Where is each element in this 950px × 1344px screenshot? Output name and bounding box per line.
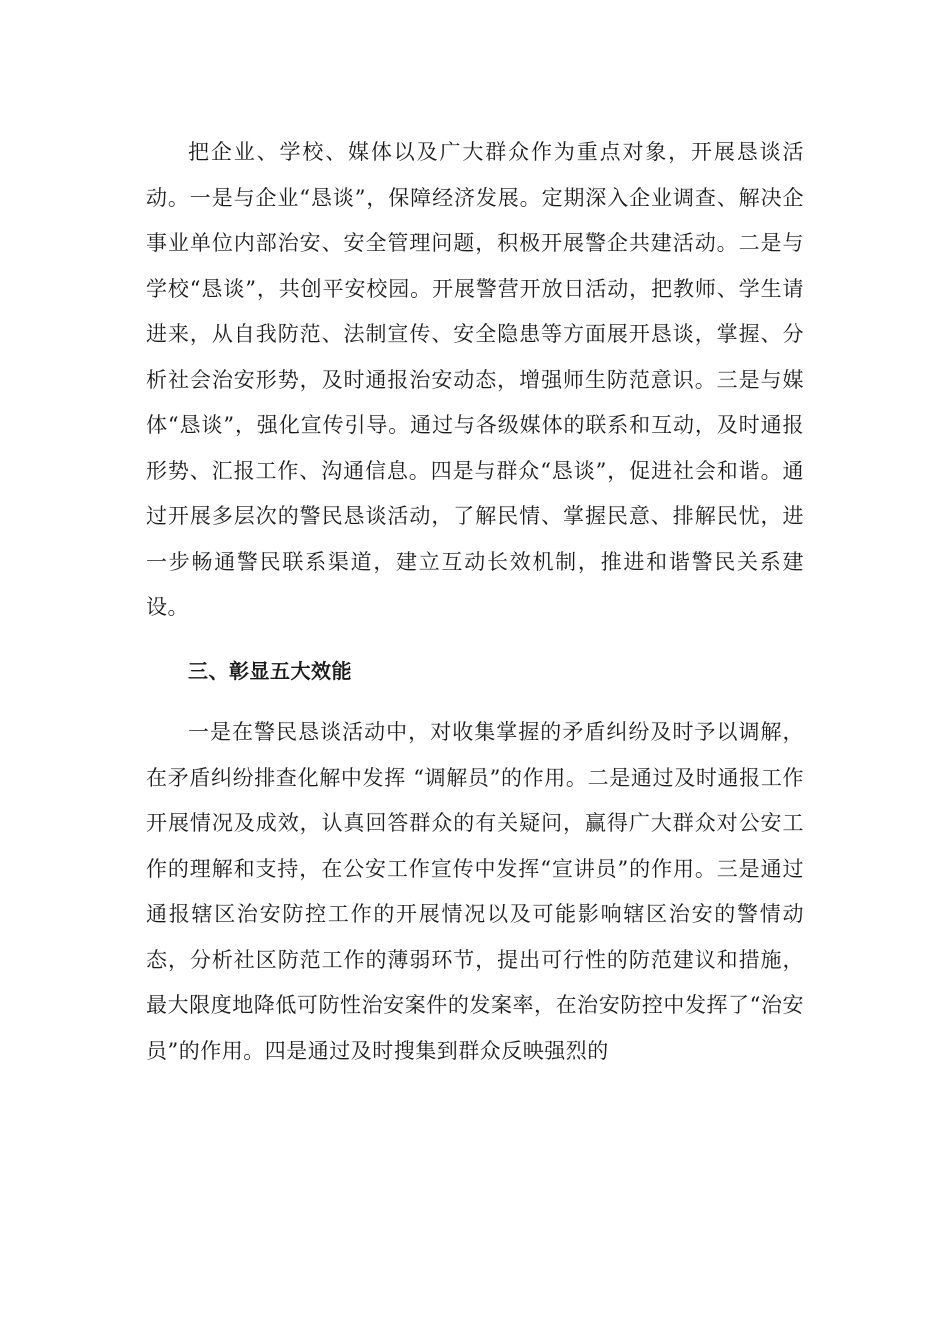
section-heading: 三、彰显五大效能 xyxy=(188,658,352,683)
body-paragraph-1: 把企业、学校、媒体以及广大群众作为重点对象，开展恳谈活动。一是与企业“恳谈”，保障经济发展。定期深入企业调查、解决企事业单位内部治安、安全管理问题，积极开展警企共建活动。二是与学校“恳谈”，共创平安校园。开展警营开放日活动，把教师、学生请进来，从自我防范、法制宣传、安全隐患等方面展开恳谈，掌握、分析社会治安形势，及时通报治安动态，增强师生防范意识。三是与媒体“恳谈”，强化宣传引导。通过与各级媒体的联系和互动，及时通报形势、汇报工作、沟通信息。四是与群众“恳谈”，促进社会和谐。通过开展多层次的警民恳谈活动，了解民情、掌握民意、排解民忧，进一步畅通警民联系渠道，建立互动长效机制，推进和谐警民关系建设。 xyxy=(146,140,804,619)
body-paragraph-2: 一是在警民恳谈活动中，对收集掌握的矛盾纠纷及时予以调解，在矛盾纠纷排查化解中发挥 “调解员”的作用。二是通过及时通报工作开展情况及成效，认真回答群众的有关疑问，赢得广大群众对公安工作的理解和支持，在公安工作宣传中发挥“宣讲员”的作用。三是通过通报辖区治安防控工作的开展情况以及可能影响辖区治安的警情动态，分析社区防范工作的薄弱环节，提出可行性的防范建议和措施，最大限度地降低可防性治安案件的发案率，在治安防控中发挥了“治安员”的作用。四是通过及时搜集到群众反映强烈的 xyxy=(146,720,804,1063)
document-body xyxy=(146,130,804,1074)
